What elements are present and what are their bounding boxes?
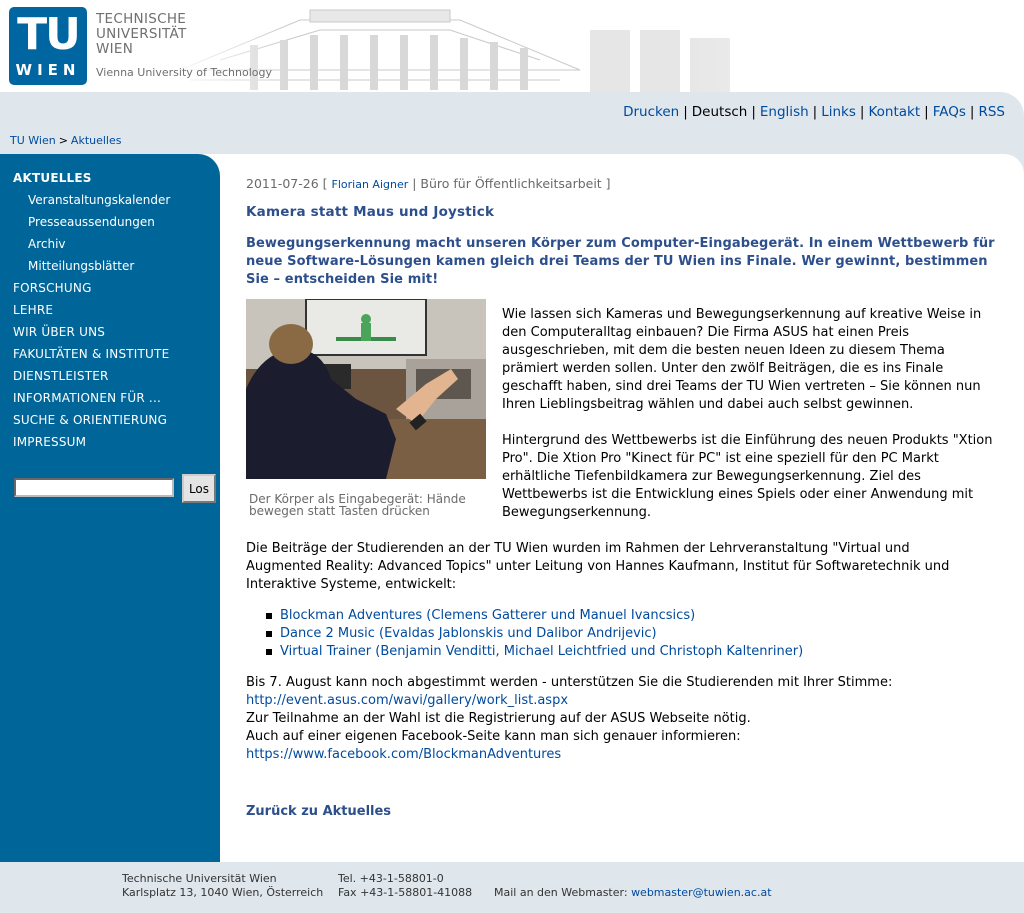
article-department: | Büro für Öffentlichkeitsarbeit ] bbox=[412, 176, 611, 191]
link-blockman-adventures[interactable]: Blockman Adventures (Clemens Gatterer und Manuel Ivancsics) bbox=[280, 608, 696, 623]
sidebar-menu bbox=[0, 154, 220, 457]
footer-mail-link[interactable]: webmaster@tuwien.ac.at bbox=[631, 886, 772, 899]
logo-line-2: UNIVERSITÄT bbox=[96, 26, 187, 42]
nav-faqs[interactable]: FAQs bbox=[932, 104, 966, 120]
nav-deutsch: Deutsch bbox=[691, 104, 748, 120]
sidebar-item-suche[interactable]: SUCHE & ORIENTIERUNG bbox=[13, 413, 168, 427]
article-paragraph-1: Wie lassen sich Kameras und Bewegungserkennung auf kreative Weise in den Computeralltag einbauen? Die Firma ASUS hat einen Preis ausgeschrieben, mit dem die besten neuen Ideen zu diesem Thema prämiert werden sollen. Unter den zwölf Beiträgen, die es ins Finale geschafft haben, sind drei Teams der TU Wien vertreten – Sie können nun Ihren Lieblingsbeitrag wählen und dabei auch selbst gewinnen. bbox=[502, 307, 982, 412]
breadcrumb-home[interactable]: TU Wien bbox=[10, 134, 56, 147]
nav-rss[interactable]: RSS bbox=[978, 104, 1005, 120]
sidebar-item-presseaussendungen[interactable]: Presseaussendungen bbox=[28, 215, 155, 229]
footer-tel: Tel. +43-1-58801-0 bbox=[338, 872, 444, 885]
footer-mail-label: Mail an den Webmaster: bbox=[494, 886, 628, 899]
sidebar-item-aktuelles[interactable]: AKTUELLES bbox=[13, 171, 92, 185]
nav-links[interactable]: Links bbox=[821, 104, 856, 120]
sidebar-item-forschung[interactable]: FORSCHUNG bbox=[13, 281, 92, 295]
nav-english[interactable]: English bbox=[759, 104, 809, 120]
article-paragraph-4: Bis 7. August kann noch abgestimmt werden - unterstützen Sie die Studierenden mit Ihrer Stimme: http://event.asus.com/wavi/gallery/work_list.aspx Zur Teilnahme an der Wahl ist die Registrierung auf der ASUS Webseite nötig. Auch auf einer eigenen Facebook-Seite kann man sich genauer informieren: https://www.facebook.com/BlockmanAdventures bbox=[246, 675, 893, 762]
sidebar-item-wir-ueber-uns[interactable]: WIR ÜBER UNS bbox=[13, 325, 106, 339]
article-paragraph-3: Die Beiträge der Studierenden an der TU Wien wurden im Rahmen der Lehrveranstaltung "Virtual und Augmented Reality: Advanced Topics" unter Leitung von Hannes Kaufmann, Institut für Softwaretechnik und Interaktive Systeme, entwickelt: bbox=[246, 541, 950, 592]
article-meta: 2011-07-26 [ Florian Aigner | Büro für Öffentlichkeitsarbeit ] bbox=[246, 176, 611, 191]
link-virtual-trainer[interactable]: Virtual Trainer (Benjamin Venditti, Michael Leichtfried und Christoph Kaltenriner) bbox=[280, 644, 804, 659]
top-nav-band bbox=[0, 92, 1024, 154]
sidebar-item-dienstleister[interactable]: DIENSTLEISTER bbox=[13, 369, 109, 383]
nav-drucken[interactable]: Drucken bbox=[623, 104, 680, 120]
logo-wordmark bbox=[96, 12, 272, 80]
link-asus-gallery[interactable]: http://event.asus.com/wavi/gallery/work_list.aspx bbox=[246, 693, 569, 708]
sidebar-item-impressum[interactable]: IMPRESSUM bbox=[13, 435, 87, 449]
article-headline: Kamera statt Maus und Joystick bbox=[246, 204, 495, 220]
logo-english: Vienna University of Technology bbox=[96, 66, 272, 79]
breadcrumb-current[interactable]: Aktuelles bbox=[70, 134, 122, 147]
footer-fax: Fax +43-1-58801-41088 bbox=[338, 886, 473, 899]
footer-street: Karlsplatz 13, 1040 Wien, Österreich bbox=[122, 886, 324, 899]
breadcrumb: TU Wien > Aktuelles bbox=[10, 134, 122, 147]
logo-wien-letters: WIEN bbox=[15, 61, 81, 79]
article-author[interactable]: Florian Aigner bbox=[331, 178, 409, 191]
sidebar-item-informationen[interactable]: INFORMATIONEN FÜR ... bbox=[13, 391, 161, 405]
article-paragraph-2: Hintergrund des Wettbewerbs ist die Einführung des neuen Produkts "Xtion Pro". Die Xtion Pro "Kinect für PC" ist eine speziell für den PC Markt erhältliche Tiefenbildkamera zur Bewegungserkennung. Ziel des Wettbewerbs ist die Entwicklung eines Spiels oder einer Anwendung mit Bewegungserkennung. bbox=[502, 433, 993, 520]
building-illustration bbox=[160, 0, 1024, 92]
article-date: 2011-07-26 bbox=[246, 176, 319, 191]
article-figure bbox=[246, 299, 486, 517]
list-item bbox=[264, 625, 803, 643]
service-nav: Drucken | Deutsch | English | Links | Kontakt | FAQs | RSS bbox=[623, 104, 1005, 120]
logo-line-3: WIEN bbox=[96, 41, 134, 57]
footer-phone bbox=[338, 872, 472, 900]
list-item bbox=[264, 643, 803, 661]
back-to-news-link[interactable]: Zurück zu Aktuelles bbox=[246, 804, 392, 819]
link-facebook[interactable]: https://www.facebook.com/BlockmanAdventures bbox=[246, 747, 562, 762]
photo-caption: Der Körper als Eingabegerät: Hände bewegen statt Tasten drücken bbox=[249, 492, 466, 518]
sidebar-item-fakultaeten[interactable]: FAKULTÄTEN & INSTITUTE bbox=[13, 347, 170, 361]
site-header bbox=[0, 0, 1024, 92]
nav-kontakt[interactable]: Kontakt bbox=[868, 104, 921, 120]
project-links bbox=[264, 607, 803, 661]
logo-tu-letters: TU bbox=[17, 9, 79, 60]
footer-webmaster bbox=[494, 872, 772, 900]
sidebar-item-lehre[interactable]: LEHRE bbox=[13, 303, 54, 317]
site-footer bbox=[0, 862, 1024, 913]
sidebar-item-mitteilungsblaetter[interactable]: Mitteilungsblätter bbox=[28, 259, 135, 273]
list-item bbox=[264, 607, 803, 625]
search-input[interactable] bbox=[14, 478, 174, 497]
article bbox=[246, 175, 996, 819]
search-button[interactable]: Los bbox=[182, 474, 216, 503]
article-photo bbox=[246, 299, 486, 479]
logo-line-1: TECHNISCHE bbox=[96, 11, 187, 27]
tu-logo[interactable] bbox=[9, 7, 87, 85]
article-lead: Bewegungserkennung macht unseren Körper zum Computer-Eingabegerät. In einem Wettbewerb für neue Software-Lösungen kamen gleich drei Teams der TU Wien ins Finale. Wer gewinnt, bestimmen Sie – entscheiden Sie mit! bbox=[246, 236, 995, 287]
sidebar bbox=[0, 154, 220, 862]
footer-address bbox=[122, 872, 323, 900]
sidebar-item-archiv[interactable]: Archiv bbox=[28, 237, 66, 251]
link-dance-2-music[interactable]: Dance 2 Music (Evaldas Jablonskis und Dalibor Andrijevic) bbox=[280, 626, 657, 641]
sidebar-item-veranstaltungskalender[interactable]: Veranstaltungskalender bbox=[28, 193, 171, 207]
footer-name: Technische Universität Wien bbox=[122, 872, 277, 885]
